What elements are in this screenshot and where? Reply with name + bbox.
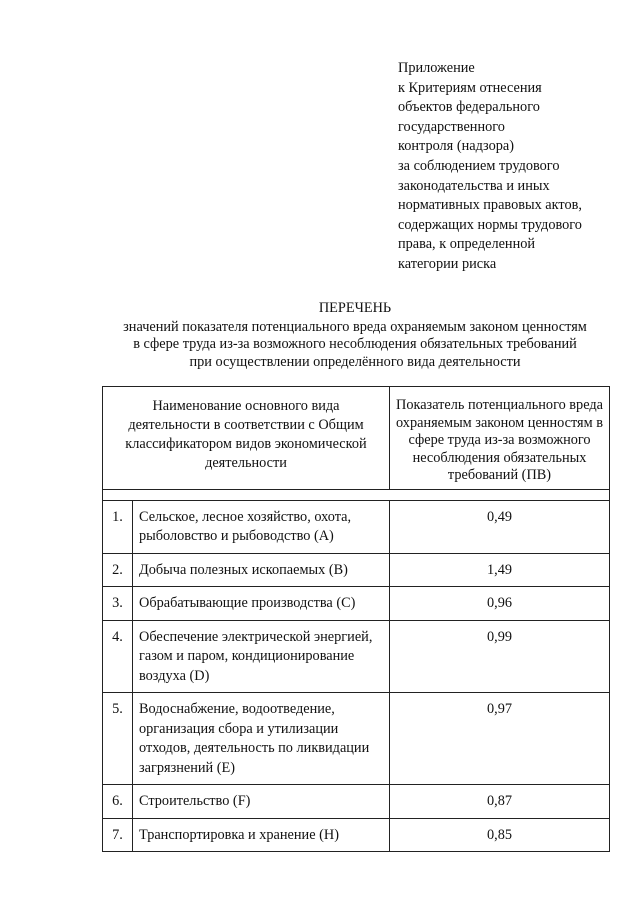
row-value: 1,49 bbox=[390, 553, 610, 587]
appendix-line: категории риска bbox=[398, 255, 497, 272]
row-value: 0,87 bbox=[390, 785, 610, 819]
appendix-line: права, к определенной bbox=[398, 236, 536, 253]
table-row bbox=[103, 818, 610, 852]
row-number: 5. bbox=[103, 693, 133, 785]
document-subtitle-line: в сфере труда из-за возможного несоблюдения обязательных требований bbox=[133, 336, 577, 352]
row-activity: Добыча полезных ископаемых (B) bbox=[133, 553, 390, 587]
appendix-line: содержащих нормы трудового bbox=[398, 216, 582, 233]
row-activity: Строительство (F) bbox=[133, 785, 390, 819]
table-row bbox=[103, 693, 610, 785]
row-value: 0,99 bbox=[390, 620, 610, 693]
document-subtitle-line: значений показателя потенциального вреда охраняемым законом ценностям bbox=[123, 318, 587, 335]
document-title: ПЕРЕЧЕНЬ bbox=[318, 300, 392, 316]
row-value: 0,97 bbox=[390, 693, 610, 785]
appendix-line: за соблюдением трудового bbox=[398, 157, 560, 174]
row-value: 0,49 bbox=[390, 500, 610, 553]
row-activity: Водоснабжение, водоотведение, организация сбора и утилизации отходов, деятельность по ликвидации загрязнений (E) bbox=[133, 693, 390, 785]
header-activity-name: Наименование основного вида деятельности в соответствии с Общим классификатором видов экономической деятельности bbox=[103, 387, 390, 490]
appendix-line: объектов федерального bbox=[398, 99, 540, 116]
table-row bbox=[103, 587, 610, 621]
table-spacer-row bbox=[103, 489, 610, 500]
appendix-line: законодательства и иных bbox=[398, 177, 550, 194]
row-number: 7. bbox=[103, 818, 133, 852]
appendix-line: к Критериям отнесения bbox=[398, 79, 542, 96]
row-activity: Обрабатывающие производства (C) bbox=[133, 587, 390, 621]
table-row bbox=[103, 553, 610, 587]
table-row bbox=[103, 500, 610, 553]
row-activity: Обеспечение электрической энергией, газом и паром, кондиционирование воздуха (D) bbox=[133, 620, 390, 693]
appendix-line: государственного bbox=[398, 118, 505, 135]
appendix-line: контроля (надзора) bbox=[398, 138, 515, 155]
table-row bbox=[103, 785, 610, 819]
criteria-table bbox=[102, 386, 610, 852]
row-number: 2. bbox=[103, 553, 133, 587]
row-number: 6. bbox=[103, 785, 133, 819]
row-number: 3. bbox=[103, 587, 133, 621]
appendix-line: Приложение bbox=[398, 60, 475, 76]
row-value: 0,85 bbox=[390, 818, 610, 852]
row-number: 4. bbox=[103, 620, 133, 693]
row-activity: Сельское, лесное хозяйство, охота, рыболовство и рыбоводство (A) bbox=[133, 500, 390, 553]
document-subtitle-line: при осуществлении определённого вида деятельности bbox=[189, 353, 521, 370]
header-harm-indicator: Показатель потенциального вреда охраняемым законом ценностям в сфере труда из-за возможного несоблюдения обязательных требований (ПВ) bbox=[390, 387, 610, 490]
table-row bbox=[103, 620, 610, 693]
row-activity: Транспортировка и хранение (H) bbox=[133, 818, 390, 852]
document-heading bbox=[60, 300, 640, 371]
appendix-block bbox=[398, 59, 628, 275]
row-value: 0,96 bbox=[390, 587, 610, 621]
table-header-row bbox=[103, 387, 610, 490]
row-number: 1. bbox=[103, 500, 133, 553]
appendix-line: нормативных правовых актов, bbox=[398, 197, 582, 214]
